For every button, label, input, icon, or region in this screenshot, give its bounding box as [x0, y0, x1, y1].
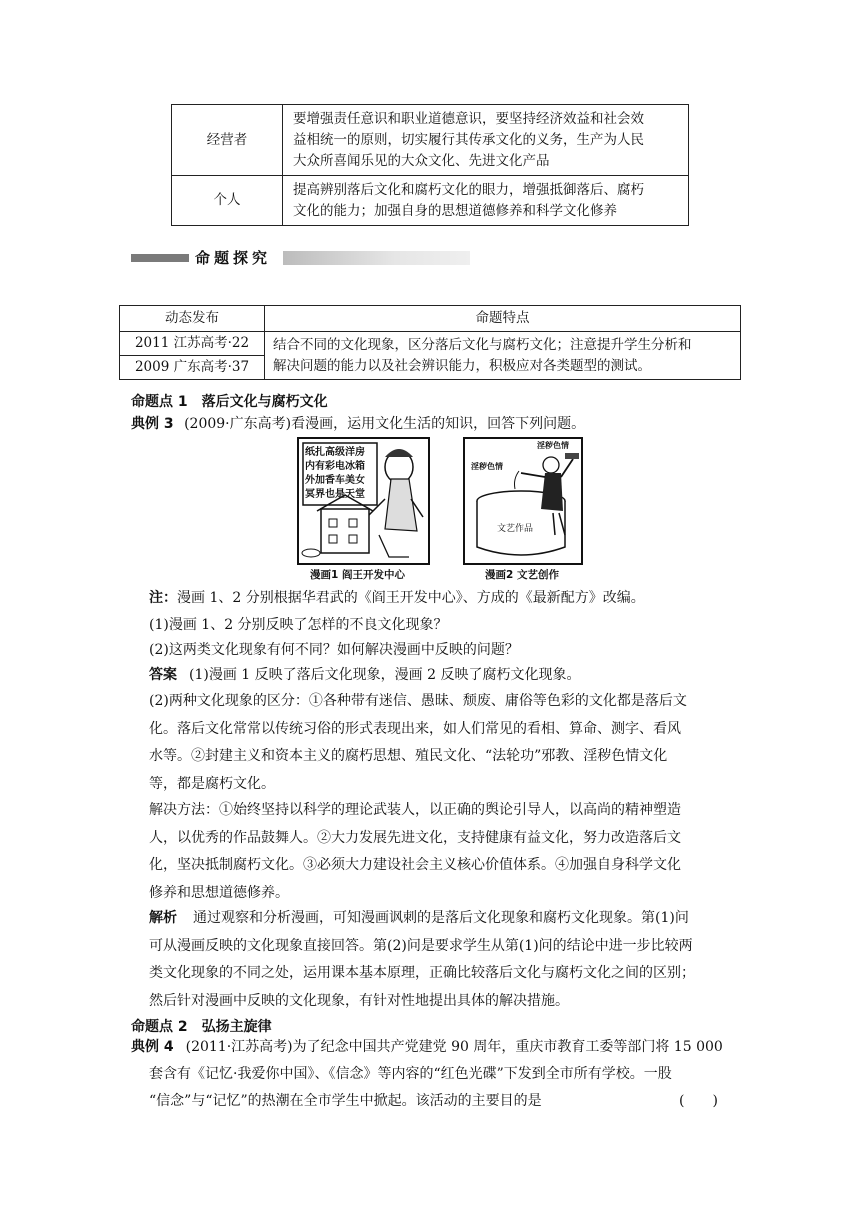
desc-line: 文化的能力；加强自身的思想道德修养和科学文化修养	[293, 203, 617, 219]
analysis-line: 类文化现象的不同之处，运用课本基本原理，正确比较落后文化与腐朽文化之间的区别；	[149, 965, 695, 981]
point-heading-1: 命题点 1 落后文化与腐朽文化	[131, 394, 328, 410]
note-line	[149, 585, 733, 613]
note-text: 漫画 1、2 分别根据华君武的《阎王开发中心》、方成的《最新配方》改编。	[177, 590, 645, 606]
answer-2-line: (2)两种文化现象的区分：①各种带有迷信、愚昧、颓废、庸俗等色彩的文化都是落后文	[149, 693, 687, 709]
example-3-line	[131, 411, 585, 438]
cartoon-2-drawing	[465, 439, 581, 563]
answer-1: (1)漫画 1 反映了落后文化现象，漫画 2 反映了腐朽文化现象。	[189, 667, 581, 683]
analysis-text: 通过观察和分析漫画，可知漫画讽刺的是落后文化现象和腐朽文化现象。第(1)问	[193, 910, 689, 926]
cartoon-2-image	[463, 437, 583, 565]
answer-2-block	[149, 688, 733, 798]
example-label: 典例 3	[131, 416, 174, 432]
header-cell-source: 动态发布	[120, 306, 265, 332]
role-desc-cell	[283, 176, 689, 226]
example-text: “信念”与“记忆”的热潮在全市学生中掀起。该活动的主要目的是	[149, 1093, 542, 1109]
example-source: (2009·广东高考)	[184, 416, 292, 432]
desc-line: 益相统一的原则，切实履行其传承文化的义务，生产为人民	[293, 132, 644, 148]
cartoon-2-barrel-label: 文艺作品	[497, 524, 534, 534]
example-4-line: 套含有《记忆·我爱你中国》、《信念》等内容的“红色光碟”下发到全市所有学校。一股	[149, 1066, 672, 1082]
cartoon-2-caption: 漫画2 文艺创作	[485, 569, 559, 581]
section-title: 命题探究	[195, 247, 277, 268]
cartoon-2-label-top: 淫秽色情	[537, 441, 569, 450]
section-bar-dark	[131, 254, 189, 262]
example-text: 为了纪念中国共产党建党 90 周年，重庆市教育工委等部门将 15 000	[292, 1039, 723, 1055]
answer-line-1	[149, 662, 733, 690]
exam-table	[119, 305, 741, 380]
question-1: (1)漫画 1、2 分别反映了怎样的不良文化现象？	[149, 617, 448, 633]
solution-line: 化，坚决抵制腐朽文化。③必须大力建设社会主义核心价值体系。④加强自身科学文化	[149, 857, 681, 873]
feature-line: 解决问题的能力以及社会辨识能力，积极应对各类题型的测试。	[273, 357, 651, 374]
header-cell-feature: 命题特点	[265, 306, 741, 332]
analysis-line	[149, 905, 733, 933]
section-bar-light	[283, 251, 470, 265]
answer-label: 答案	[149, 667, 177, 683]
desc-line: 要增强责任意识和职业道德意识，要坚持经济效益和社会效	[293, 111, 644, 127]
desc-line: 大众所喜闻乐见的大众文化、先进文化产品	[293, 153, 550, 169]
desc-line: 提高辨别落后文化和腐朽文化的眼力，增强抵御落后、腐朽	[293, 182, 644, 198]
source-cell: 2009 广东高考·37	[120, 356, 265, 380]
answer-2-line: 化。落后文化常常以传统习俗的形式表现出来，如人们常见的看相、算命、测字、看风	[149, 720, 681, 737]
example-4-block	[131, 1034, 735, 1115]
example-text: 看漫画，运用文化生活的知识，回答下列问题。	[291, 416, 586, 432]
cartoon-1-caption: 漫画1 阎王开发中心	[310, 569, 405, 581]
section-header	[131, 251, 470, 265]
sign-line: 内有彩电冰箱	[305, 461, 365, 472]
solution-line: 解决方法：①始终坚持以科学的理论武装人，以正确的舆论引导人，以高尚的精神塑造	[149, 802, 681, 818]
feature-cell	[265, 332, 741, 380]
sign-line: 冥界也是天堂	[305, 489, 365, 500]
role-cell: 个人	[172, 176, 283, 226]
analysis-line: 可从漫画反映的文化现象直接回答。第(2)问是要求学生从第(1)问的结论中进一步比较两	[149, 937, 693, 954]
example-4-line	[131, 1088, 735, 1115]
cartoon-2-label-left: 淫秽色情	[471, 462, 503, 471]
example-4-line	[131, 1034, 735, 1061]
cartoon-1-image	[297, 437, 430, 565]
answer-2-line: 等，都是腐朽文化。	[149, 775, 275, 792]
table-row	[120, 332, 741, 356]
point-heading-2: 命题点 2 弘扬主旋律	[131, 1019, 272, 1035]
answer-bracket: ( )	[679, 1093, 718, 1109]
role-table	[171, 104, 689, 226]
sign-line: 纸扎高级洋房	[305, 447, 365, 458]
feature-line: 结合不同的文化现象，区分落后文化与腐朽文化；注意提升学生分析和	[273, 336, 692, 353]
answer-2-line: 水等。②封建主义和资本主义的腐朽思想、殖民文化、“法轮功”邪教、淫秽色情文化	[149, 748, 668, 764]
source-cell: 2011 江苏高考·22	[120, 332, 265, 356]
cartoon-1-sign	[305, 446, 375, 502]
analysis-line: 然后针对漫画中反映的文化现象，有针对性地提出具体的解决措施。	[149, 992, 569, 1009]
table-row	[172, 176, 689, 226]
question-2: (2)这两类文化现象有何不同？如何解决漫画中反映的问题？	[149, 642, 519, 658]
table-row	[172, 105, 689, 176]
solution-line: 人，以优秀的作品鼓舞人。②大力发展先进文化，支持健康有益文化，努力改造落后文	[149, 829, 681, 846]
role-cell: 经营者	[172, 105, 283, 176]
example-source: (2011·江苏高考)	[185, 1039, 293, 1055]
note-label: 注：	[149, 590, 177, 606]
example-label: 典例 4	[131, 1039, 174, 1055]
sign-line: 外加香车美女	[305, 475, 365, 486]
role-desc-cell	[283, 105, 689, 176]
solution-block	[149, 797, 733, 907]
solution-line: 修养和思想道德修养。	[149, 884, 289, 901]
table-header-row	[120, 306, 741, 332]
analysis-block	[149, 905, 733, 1015]
analysis-label: 解析	[149, 910, 177, 926]
